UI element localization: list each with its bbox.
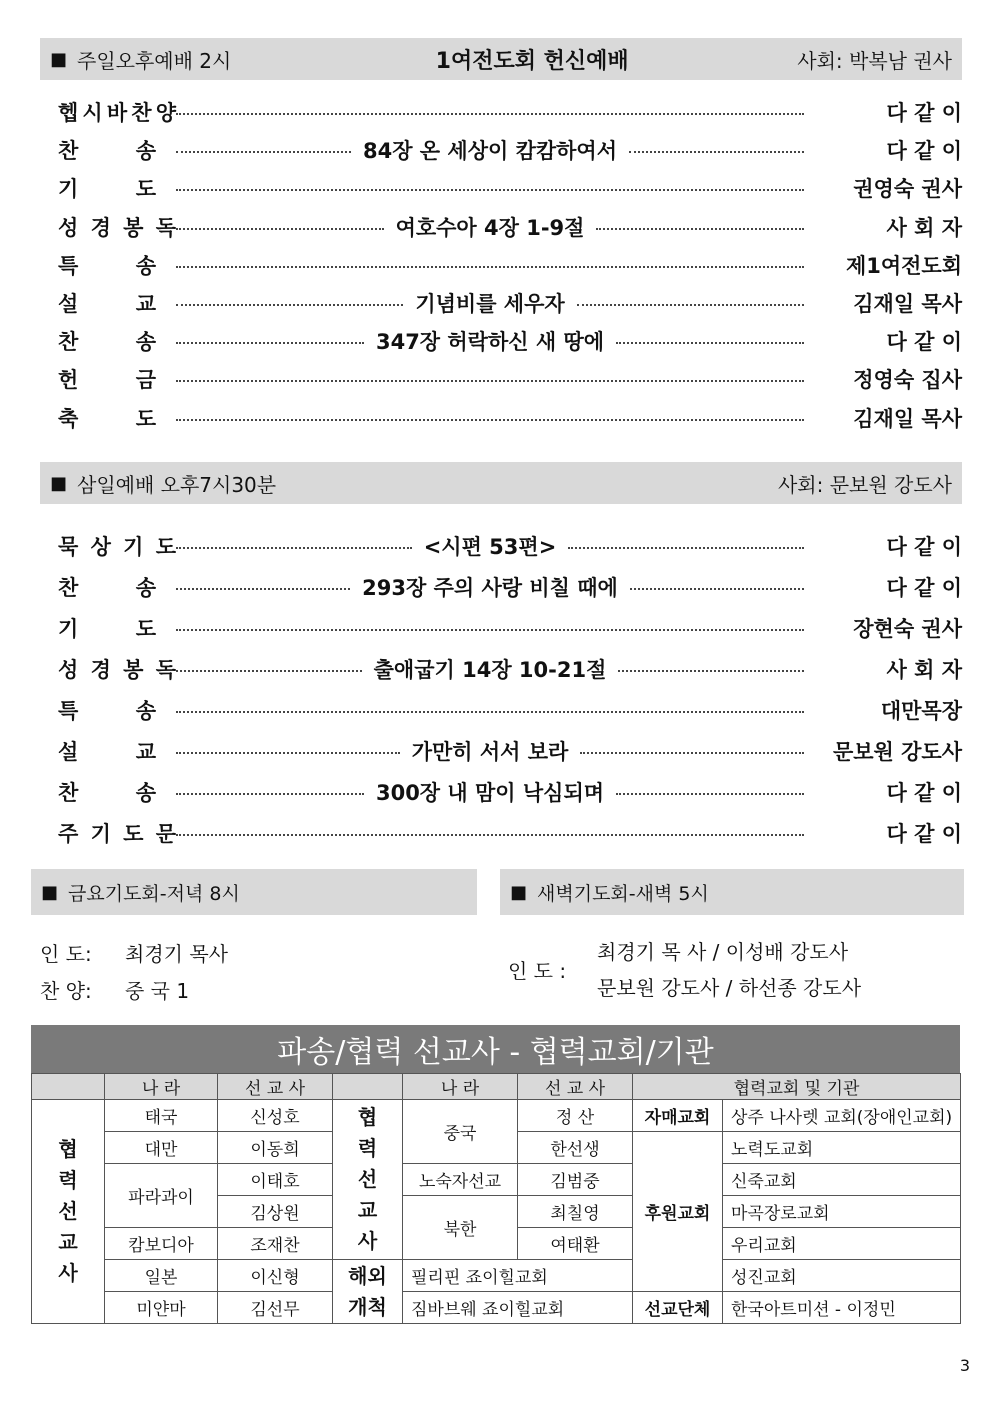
program-person: 권영숙 권사: [853, 177, 962, 202]
program-label: 설 교: [58, 740, 156, 764]
program-person: 다 같 이: [886, 139, 962, 164]
dot-leader: [176, 629, 804, 631]
dot-leader: [176, 711, 804, 713]
program-label: 성 경 봉 독: [58, 215, 176, 240]
program-label: 주 기 도 문: [58, 822, 176, 846]
program-content: 가만히 서서 보라: [411, 740, 569, 764]
program-person: 제1여전도회: [845, 253, 962, 278]
group-label-missionary: 협 력 선 교 사: [333, 1100, 403, 1260]
dot-leader: [629, 151, 804, 153]
country: 캄보디아: [105, 1228, 218, 1260]
square-bullet-icon: ■: [510, 881, 528, 903]
program-label: 특 송: [58, 699, 156, 723]
dawn-header-text: 새벽기도회-새벽 5시: [537, 882, 709, 905]
program-content: 300장 내 맘이 낙심되며: [375, 781, 605, 805]
program-person: 다 같 이: [886, 781, 962, 805]
country: 대만: [105, 1132, 218, 1164]
sunday-header-center: 1여전도회 헌신예배: [435, 48, 629, 74]
program-person: 다 같 이: [886, 822, 962, 846]
support-church: 노력도교회: [723, 1132, 961, 1164]
dot-leader: [176, 113, 804, 115]
friday-header-text: 금요기도회-저녁 8시: [68, 882, 240, 905]
mission-org: 한국아트미션 - 이정민: [723, 1292, 961, 1324]
country: 일본: [105, 1260, 218, 1292]
missionary: 최칠영: [518, 1196, 633, 1228]
program-content: 기념비를 세우자: [415, 292, 565, 316]
program-row: [58, 569, 962, 605]
program-row: [58, 94, 962, 130]
dot-leader: [596, 228, 804, 230]
sister-church: 상주 나사렛 교회(장애인교회): [723, 1100, 961, 1132]
dot-leader: [176, 189, 804, 191]
dot-leader: [176, 547, 412, 549]
missionary: 이신형: [218, 1260, 333, 1292]
program-row: [58, 132, 962, 168]
program-person: 정영숙 집사: [853, 368, 962, 393]
program-row: [58, 692, 962, 728]
col-missionary: 선 교 사: [518, 1074, 633, 1100]
program-content: 347장 허락하신 새 땅에: [375, 330, 605, 355]
col-churches: 협력교회 및 기관: [633, 1074, 961, 1100]
wednesday-header: [40, 462, 962, 504]
dawn-leader-line2: 문보원 강도사 / 하선종 강도사: [597, 976, 862, 1000]
program-person: 다 같 이: [886, 101, 962, 125]
program-row: [58, 209, 962, 245]
program-content: 출애굽기 14장 10-21절: [373, 658, 607, 682]
dot-leader: [176, 380, 804, 382]
dot-leader: [176, 670, 362, 672]
friday-praise: 중 국 1: [125, 979, 190, 1003]
program-content: 293장 주의 사랑 비칠 때에: [362, 576, 618, 600]
missionary: 김상원: [218, 1196, 333, 1228]
program-label: 축 도: [58, 406, 156, 431]
program-label: 성 경 봉 독: [58, 658, 176, 682]
program-person: 대만목장: [880, 699, 962, 723]
program-label: 헌 금: [58, 368, 156, 393]
support-church: 신죽교회: [723, 1164, 961, 1196]
program-label: 찬 송: [58, 330, 156, 355]
group-label-missionary: 협 력 선 교 사: [32, 1100, 105, 1324]
program-content: <시편 53편>: [423, 535, 557, 559]
sister-label: 자매교회: [633, 1100, 723, 1132]
country: 태국: [105, 1100, 218, 1132]
program-person: 김재일 목사: [853, 292, 962, 316]
program-row: [58, 285, 962, 321]
program-row: [58, 733, 962, 769]
program-person: 다 같 이: [886, 535, 962, 559]
program-row: [58, 815, 962, 851]
program-label: 찬 송: [58, 781, 156, 805]
program-person: 사 회 자: [886, 215, 963, 240]
square-bullet-icon: ■: [50, 472, 68, 494]
missions-title: 파송/협력 선교사 - 협력교회/기관: [31, 1025, 960, 1073]
support-church: 성진교회: [723, 1260, 961, 1292]
missionary: 정 산: [518, 1100, 633, 1132]
missionary: 조재찬: [218, 1228, 333, 1260]
group-label-overseas: 해외 개척: [333, 1260, 403, 1324]
program-person: 다 같 이: [886, 576, 962, 600]
program-label: 묵 상 기 도: [58, 535, 176, 559]
country: 노숙자선교: [403, 1164, 518, 1196]
dawn-header: [500, 869, 964, 915]
sunday-header-right: 사회: 박복남 권사: [797, 48, 952, 73]
program-person: 사 회 자: [886, 658, 963, 682]
dot-leader: [176, 588, 350, 590]
dot-leader: [176, 752, 400, 754]
col-country: 나 라: [403, 1074, 518, 1100]
missionary: 신성호: [218, 1100, 333, 1132]
wednesday-header-left: 삼일예배 오후7시30분: [77, 472, 277, 497]
program-row: [58, 610, 962, 646]
program-row: [58, 400, 962, 436]
program-label: 특 송: [58, 253, 156, 278]
missionary: 한선생: [518, 1132, 633, 1164]
program-label: 찬 송: [58, 576, 156, 600]
program-person: 문보원 강도사: [832, 740, 962, 764]
program-row: [58, 651, 962, 687]
wednesday-header-right: 사회: 문보원 강도사: [777, 472, 952, 497]
overseas-church: 짐바브웨 죠이힐교회: [403, 1292, 633, 1324]
program-label: 찬 송: [58, 139, 156, 164]
dot-leader: [618, 670, 804, 672]
dot-leader: [568, 547, 804, 549]
friday-header: [31, 869, 477, 915]
square-bullet-icon: ■: [41, 881, 59, 903]
dot-leader: [176, 228, 384, 230]
org-label: 선교단체: [633, 1292, 723, 1324]
dawn-leader-line1: 최경기 목 사 / 이성배 강도사: [597, 940, 849, 964]
program-row: [58, 323, 962, 359]
program-person: 장현숙 권사: [853, 617, 962, 641]
friday-leader: 최경기 목사: [125, 942, 228, 966]
dot-leader: [630, 588, 804, 590]
program-row: [58, 528, 962, 564]
missionary: 이태호: [218, 1164, 333, 1196]
missionary: 김선무: [218, 1292, 333, 1324]
program-row: [58, 247, 962, 283]
support-church: 마곡장로교회: [723, 1196, 961, 1228]
square-bullet-icon: ■: [50, 48, 68, 70]
missionary: 이동희: [218, 1132, 333, 1164]
dot-leader: [616, 342, 804, 344]
overseas-church: 필리핀 죠이힐교회: [403, 1260, 633, 1292]
dot-leader: [176, 151, 351, 153]
dot-leader: [577, 304, 804, 306]
program-label: 기 도: [58, 177, 156, 202]
friday-leader-label: 인 도:: [40, 942, 92, 966]
dot-leader: [176, 793, 364, 795]
dot-leader: [176, 266, 804, 268]
dot-leader: [176, 304, 403, 306]
friday-praise-label: 찬 양:: [40, 979, 92, 1003]
country: 파라과이: [105, 1164, 218, 1228]
program-person: 다 같 이: [886, 330, 962, 355]
table-corner: [333, 1074, 403, 1100]
program-label: 헵 시 바 찬 양: [58, 101, 176, 125]
dot-leader: [580, 752, 804, 754]
missionary: 김범중: [518, 1164, 633, 1196]
country: 미얀마: [105, 1292, 218, 1324]
sunday-header: [40, 38, 962, 80]
program-content: 84장 온 세상이 캄캄하여서: [362, 139, 618, 164]
dot-leader: [176, 834, 804, 836]
col-country: 나 라: [105, 1074, 218, 1100]
program-label: 설 교: [58, 292, 156, 316]
missionary: 여태환: [518, 1228, 633, 1260]
program-content: 여호수아 4장 1-9절: [395, 215, 585, 240]
program-row: [58, 170, 962, 206]
support-label: 후원교회: [633, 1132, 723, 1292]
country: 북한: [403, 1196, 518, 1260]
program-person: 김재일 목사: [853, 406, 962, 431]
sunday-header-left: 주일오후예배 2시: [77, 48, 232, 73]
table-corner: [32, 1074, 105, 1100]
program-label: 기 도: [58, 617, 156, 641]
program-row: [58, 774, 962, 810]
dot-leader: [176, 342, 364, 344]
page-number: 3: [959, 1356, 970, 1375]
dot-leader: [176, 419, 804, 421]
dawn-leader-label: 인 도 :: [508, 959, 567, 983]
col-missionary: 선 교 사: [218, 1074, 333, 1100]
program-row: [58, 361, 962, 397]
support-church: 우리교회: [723, 1228, 961, 1260]
missions-table: [31, 1073, 961, 1324]
dot-leader: [616, 793, 804, 795]
country: 중국: [403, 1100, 518, 1164]
